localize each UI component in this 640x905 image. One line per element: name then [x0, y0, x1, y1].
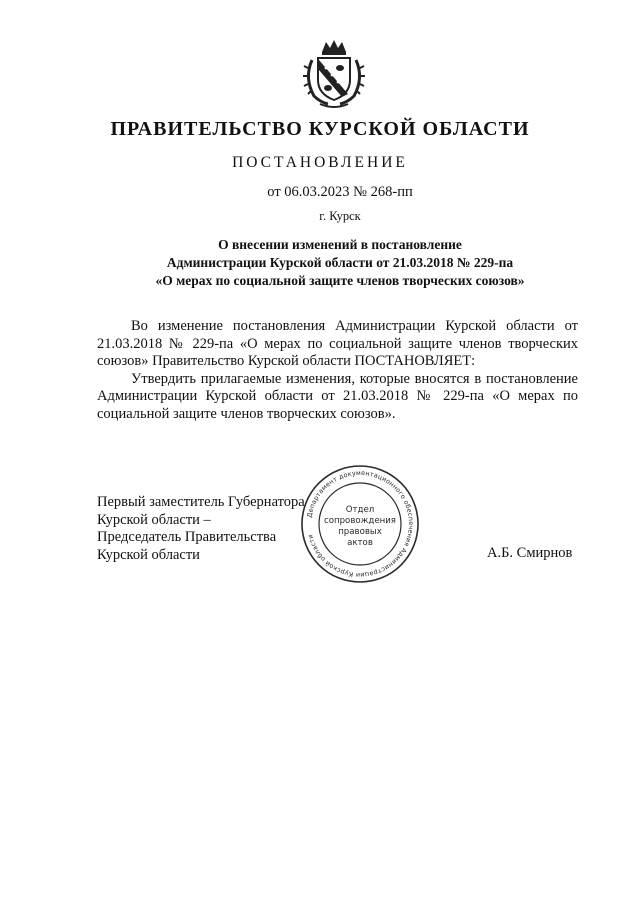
government-title: ПРАВИТЕЛЬСТВО КУРСКОЙ ОБЛАСТИ: [110, 118, 530, 140]
signer-position-line: Первый заместитель Губернатора: [97, 494, 305, 510]
body-paragraph: Утвердить прилагаемые изменения, которые вносятся в постановление Администрации Курской области от 21.03.2018 № 229-па «О мерах по социальной защите членов творческих союзов».: [97, 370, 578, 422]
subject-line: Администрации Курской области от 21.03.2018 № 229-па: [166, 255, 514, 270]
stamp-inner-line: Отдел: [345, 505, 375, 515]
signer-position: [97, 494, 305, 564]
signer-name: А.Б. Смирнов: [487, 545, 573, 561]
document-subject: [0, 236, 640, 290]
signer-position-line: Курской области –: [97, 511, 211, 528]
stamp-inner-line: сопровождения: [324, 516, 396, 526]
stamp-outer-text: Департамент документационного обеспечения Администрации Курской области: [305, 468, 416, 580]
document-type: ПОСТАНОВЛЕНИЕ: [232, 154, 408, 171]
stamp-inner-line: правовых: [338, 527, 382, 537]
document-city: г. Курск: [319, 209, 361, 223]
signer-position-line: Председатель Правительства: [97, 529, 277, 545]
document-body: [97, 318, 578, 423]
document-date-number: от 06.03.2023 № 268-пп: [267, 184, 413, 200]
kursk-coat-of-arms-icon: [298, 38, 370, 110]
subject-line: О внесении изменений в постановление: [218, 237, 462, 252]
official-stamp: [298, 463, 422, 585]
signer-position-line: Курской области: [97, 546, 200, 563]
stamp-inner-line: актов: [347, 538, 373, 548]
subject-line: «О мерах по социальной защите членов творческих союзов»: [155, 273, 525, 288]
body-paragraph: Во изменение постановления Администрации Курской области от 21.03.2018 № 229-па «О мерах по социальной защите членов творческих союзов» Правительство Курской области ПОСТАНОВЛЯЕТ:: [97, 318, 578, 369]
